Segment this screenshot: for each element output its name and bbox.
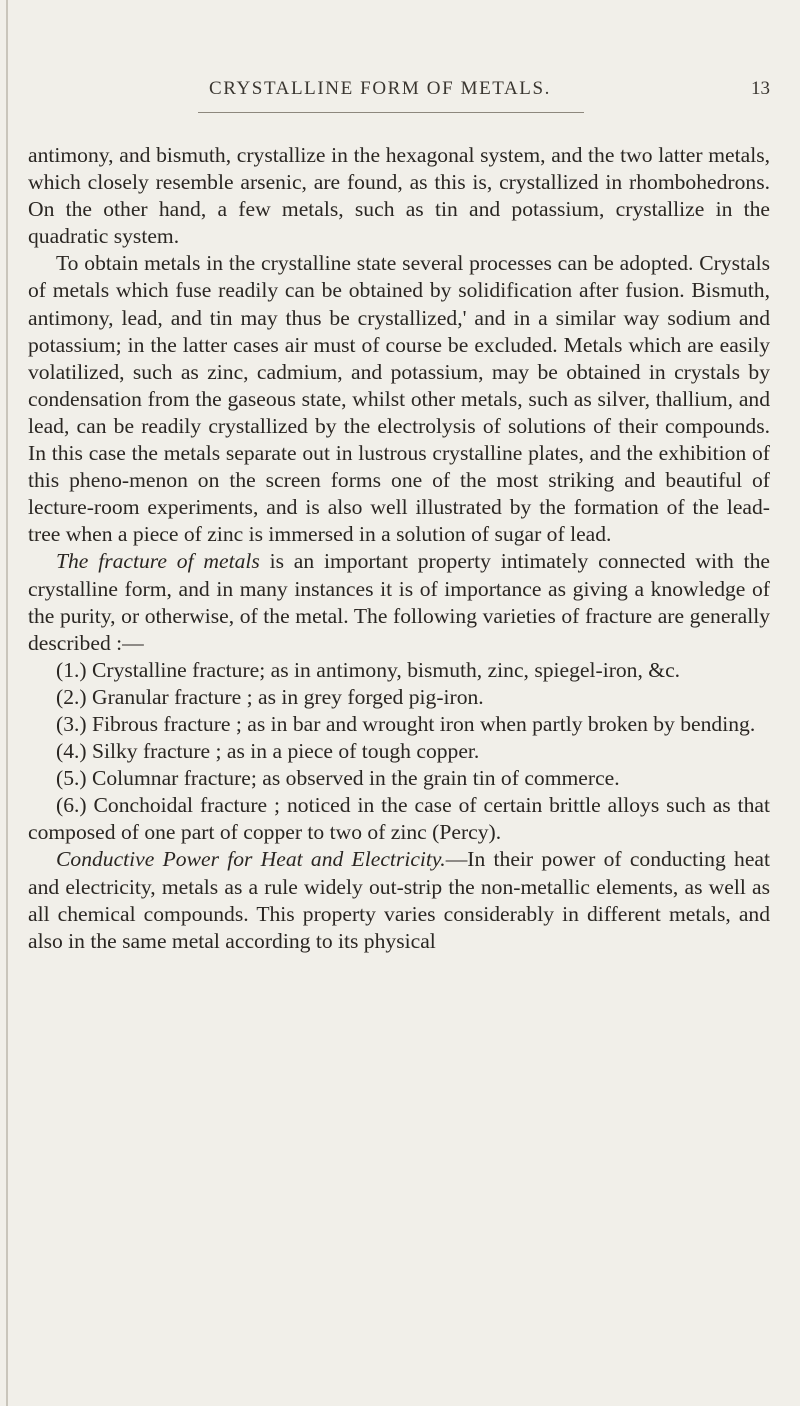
fracture-text: is an important property intimately connected with the crystalline form, and in many instances it is of importance as giving a knowledge of the purity, or otherwise, of the metal. The following varieties of fracture are generally described :— [28,549,770,655]
running-head [0,74,800,114]
header-rule [198,112,584,113]
page-binding-edge [6,0,8,1406]
paragraph-crystal-systems: antimony, and bismuth, crystallize in the hexagonal system, and the two latter metals, which closely resemble arsenic, are found, as this is, crystallized in rhombohedrons. On the other hand, a few metals, such as tin and potassium, crystallize in the quadratic system. [28,143,770,249]
paragraph-obtaining-crystals: To obtain metals in the crystalline state several processes can be adopted. Crystals of metals which fuse readily can be obtained by solidification after fusion. Bismuth, antimony, lead, and tin may thus be crystallized,' and in a similar way sodium and potassium; in the latter cases air must of course be excluded. Metals which are easily volatilized, such as zinc, cadmium, and potassium, may be obtained in crystals by condensation from the gaseous state, whilst other metals, such as silver, thallium, and lead, can be readily crystallized by the electrolysis of solutions of their compounds. In this case the metals separate out in lustrous crystalline plates, and the exhibition of this pheno-menon on the screen forms one of the most striking and beautiful of lecture-room experiments, and is also well illustrated by the formation of the lead-tree when a piece of zinc is immersed in a solution of sugar of lead. [28,251,770,547]
body-text [28,142,770,955]
conductive-power-heading: Conductive Power for Heat and Electricity. [56,847,446,872]
fracture-heading: The fracture of metals [56,549,260,574]
list-item-conchoidal-fracture: (6.) Conchoidal fracture ; noticed in the case of certain brittle alloys such as that composed of one part of copper to two of zinc (Percy). [28,793,770,845]
list-item-fibrous-fracture: (3.) Fibrous fracture ; as in bar and wrought iron when partly broken by bending. [56,711,756,736]
page-number: 13 [751,78,770,99]
paragraph-conductive-power [28,846,770,954]
list-item-silky-fracture: (4.) Silky fracture ; as in a piece of tough copper. [56,739,480,764]
list-item-columnar-fracture: (5.) Columnar fracture; as observed in the grain tin of commerce. [56,766,620,791]
list-item-crystalline-fracture: (1.) Crystalline fracture; as in antimony, bismuth, zinc, spiegel-iron, &c. [56,657,681,682]
list-item-granular-fracture: (2.) Granular fracture ; as in grey forged pig-iron. [56,684,484,709]
paragraph-fracture [28,548,770,656]
conductive-power-text: —In their power of conducting heat and electricity, metals as a rule widely out-strip the non-metallic elements, as well as all chemical compounds. This property varies considerably in different metals, and also in the same metal according to its physical [28,847,770,953]
running-title: CRYSTALLINE FORM OF METALS. [208,78,552,99]
